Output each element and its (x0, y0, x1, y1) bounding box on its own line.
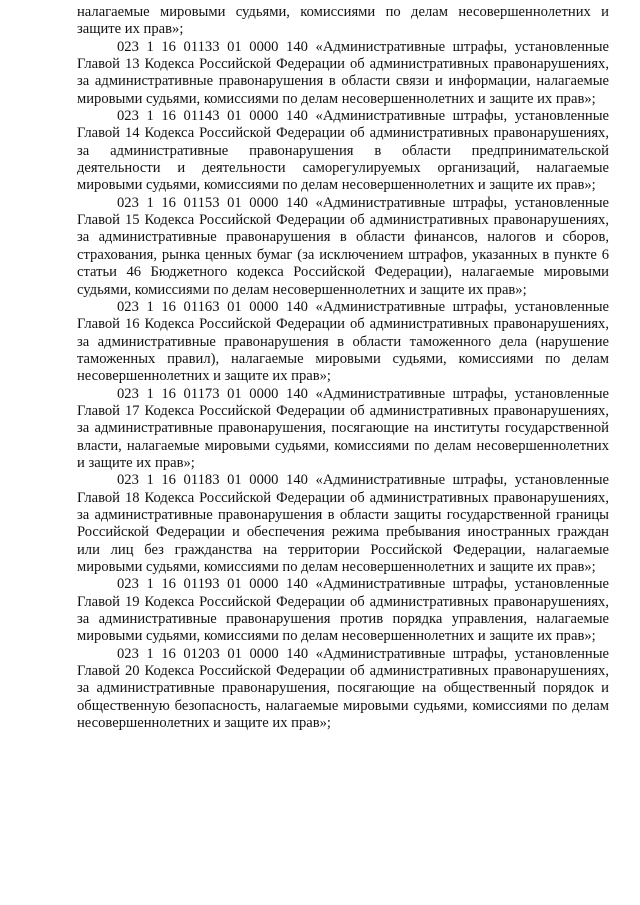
paragraph-kbk-01203: 023 1 16 01203 01 0000 140 «Административные штрафы, установленные Главой 20 Кодекса Российской Федерации об административных правонарушениях, за административные правонарушения, посягающие на общественный порядок и общественную безопасность, налагаемые мировыми судьями, комиссиями по делам несовершеннолетних и защите их прав»; (77, 645, 609, 732)
paragraph-kbk-01153: 023 1 16 01153 01 0000 140 «Административные штрафы, установленные Главой 15 Кодекса Российской Федерации об административных правонарушениях, за административные правонарушения в области финансов, налогов и сборов, страхования, рынка ценных бумаг (за исключением штрафов, указанных в пункте 6 статьи 46 Бюджетного кодекса Российской Федерации), налагаемые мировыми судьями, комиссиями по делам несовершеннолетних и защите их прав»; (77, 194, 609, 298)
paragraph-kbk-01193: 023 1 16 01193 01 0000 140 «Административные штрафы, установленные Главой 19 Кодекса Российской Федерации об административных правонарушениях, за административные правонарушения против порядка управления, налагаемые мировыми судьями, комиссиями по делам несовершеннолетних и защите их прав»; (77, 576, 609, 645)
paragraph-kbk-01183: 023 1 16 01183 01 0000 140 «Административные штрафы, установленные Главой 18 Кодекса Российской Федерации об административных правонарушениях, за административные правонарушения в области защиты государственной границы Российской Федерации и обеспечения режима пребывания иностранных граждан или лиц без гражданства на территории Российской Федерации, налагаемые мировыми судьями, комиссиями по делам несовершеннолетних и защите их прав»; (77, 472, 609, 575)
paragraph-kbk-01173: 023 1 16 01173 01 0000 140 «Административные штрафы, установленные Главой 17 Кодекса Российской Федерации об административных правонарушениях, за административные правонарушения, посягающие на институты государственной власти, налагаемые мировыми судьями, комиссиями по делам несовершеннолетних и защите их прав»; (77, 385, 609, 471)
paragraph-kbk-01143: 023 1 16 01143 01 0000 140 «Административные штрафы, установленные Главой 14 Кодекса Российской Федерации об административных правонарушениях, за административные правонарушения в области предпринимательской деятельности и деятельности саморегулируемых организаций, налагаемые мировыми судьями, комиссиями по делам несовершеннолетних и защите их прав»; (77, 108, 609, 194)
document-page (77, 4, 609, 732)
paragraph-kbk-01163: 023 1 16 01163 01 0000 140 «Административные штрафы, установленные Главой 16 Кодекса Российской Федерации об административных правонарушениях, за административные правонарушения в области таможенного дела (нарушение таможенных правил), налагаемые мировыми судьями, комиссиями по делам несовершеннолетних и защите их прав»; (77, 298, 609, 385)
paragraph-continuation: налагаемые мировыми судьями, комиссиями по делам несовершеннолетних и защите их прав»; (77, 4, 609, 38)
paragraph-kbk-01133: 023 1 16 01133 01 0000 140 «Административные штрафы, установленные Главой 13 Кодекса Российской Федерации об административных правонарушениях, за административные правонарушения в области связи и информации, налагаемые мировыми судьями, комиссиями по делам несовершеннолетних и защите их прав»; (77, 38, 609, 107)
